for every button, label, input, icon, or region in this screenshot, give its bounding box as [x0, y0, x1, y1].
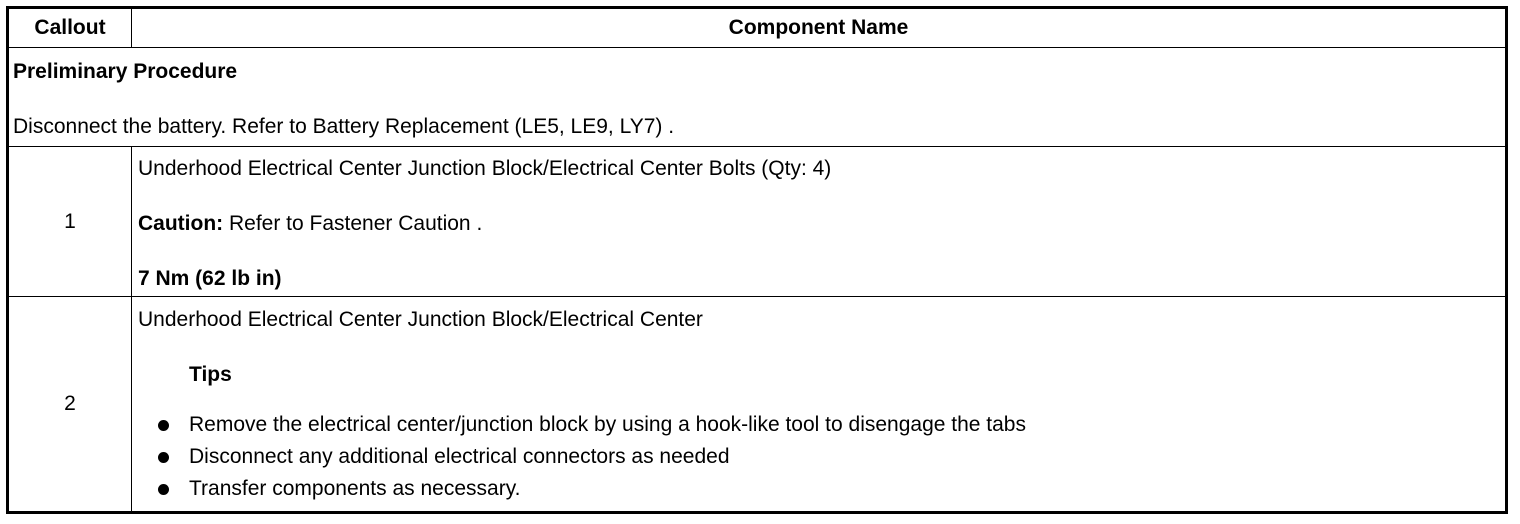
callout-number: 1: [8, 147, 132, 297]
preliminary-text: Disconnect the battery. Refer to Battery Replacement (LE5, LE9, LY7) .: [13, 115, 675, 138]
preliminary-cell: [8, 48, 1507, 147]
caution-label: Caution:: [138, 212, 224, 235]
component-name: Underhood Electrical Center Junction Block/Electrical Center Bolts (Qty: 4): [138, 157, 832, 180]
bullet-icon: [158, 420, 169, 431]
list-item: [138, 409, 1505, 441]
tip-text: Disconnect any additional electrical connectors as needed: [189, 445, 730, 468]
bullet-icon: [158, 484, 169, 495]
preliminary-row: [8, 48, 1507, 147]
torque-spec: 7 Nm (62 lb in): [138, 267, 282, 290]
preliminary-title: Preliminary Procedure: [13, 60, 238, 83]
procedure-table: [6, 6, 1508, 514]
tip-text: Transfer components as necessary.: [189, 477, 521, 500]
header-row: [8, 8, 1507, 48]
tip-text: Remove the electrical center/junction block by using a hook-like tool to disengage the tabs: [189, 413, 1026, 436]
list-item: [138, 441, 1505, 473]
table-row: [8, 297, 1507, 513]
callout-number: 2: [8, 297, 132, 513]
component-name-header: Component Name: [132, 8, 1507, 48]
tips-list: [138, 409, 1505, 505]
component-cell: [132, 297, 1507, 513]
caution-text: Refer to Fastener Caution .: [223, 212, 483, 235]
callout-header: Callout: [8, 8, 132, 48]
component-name: Underhood Electrical Center Junction Block/Electrical Center: [138, 308, 703, 331]
list-item: [138, 473, 1505, 505]
bullet-icon: [158, 452, 169, 463]
tips-title: Tips: [189, 363, 232, 386]
component-cell: [132, 147, 1507, 297]
caution-line: [138, 212, 1505, 236]
table-row: [8, 147, 1507, 297]
